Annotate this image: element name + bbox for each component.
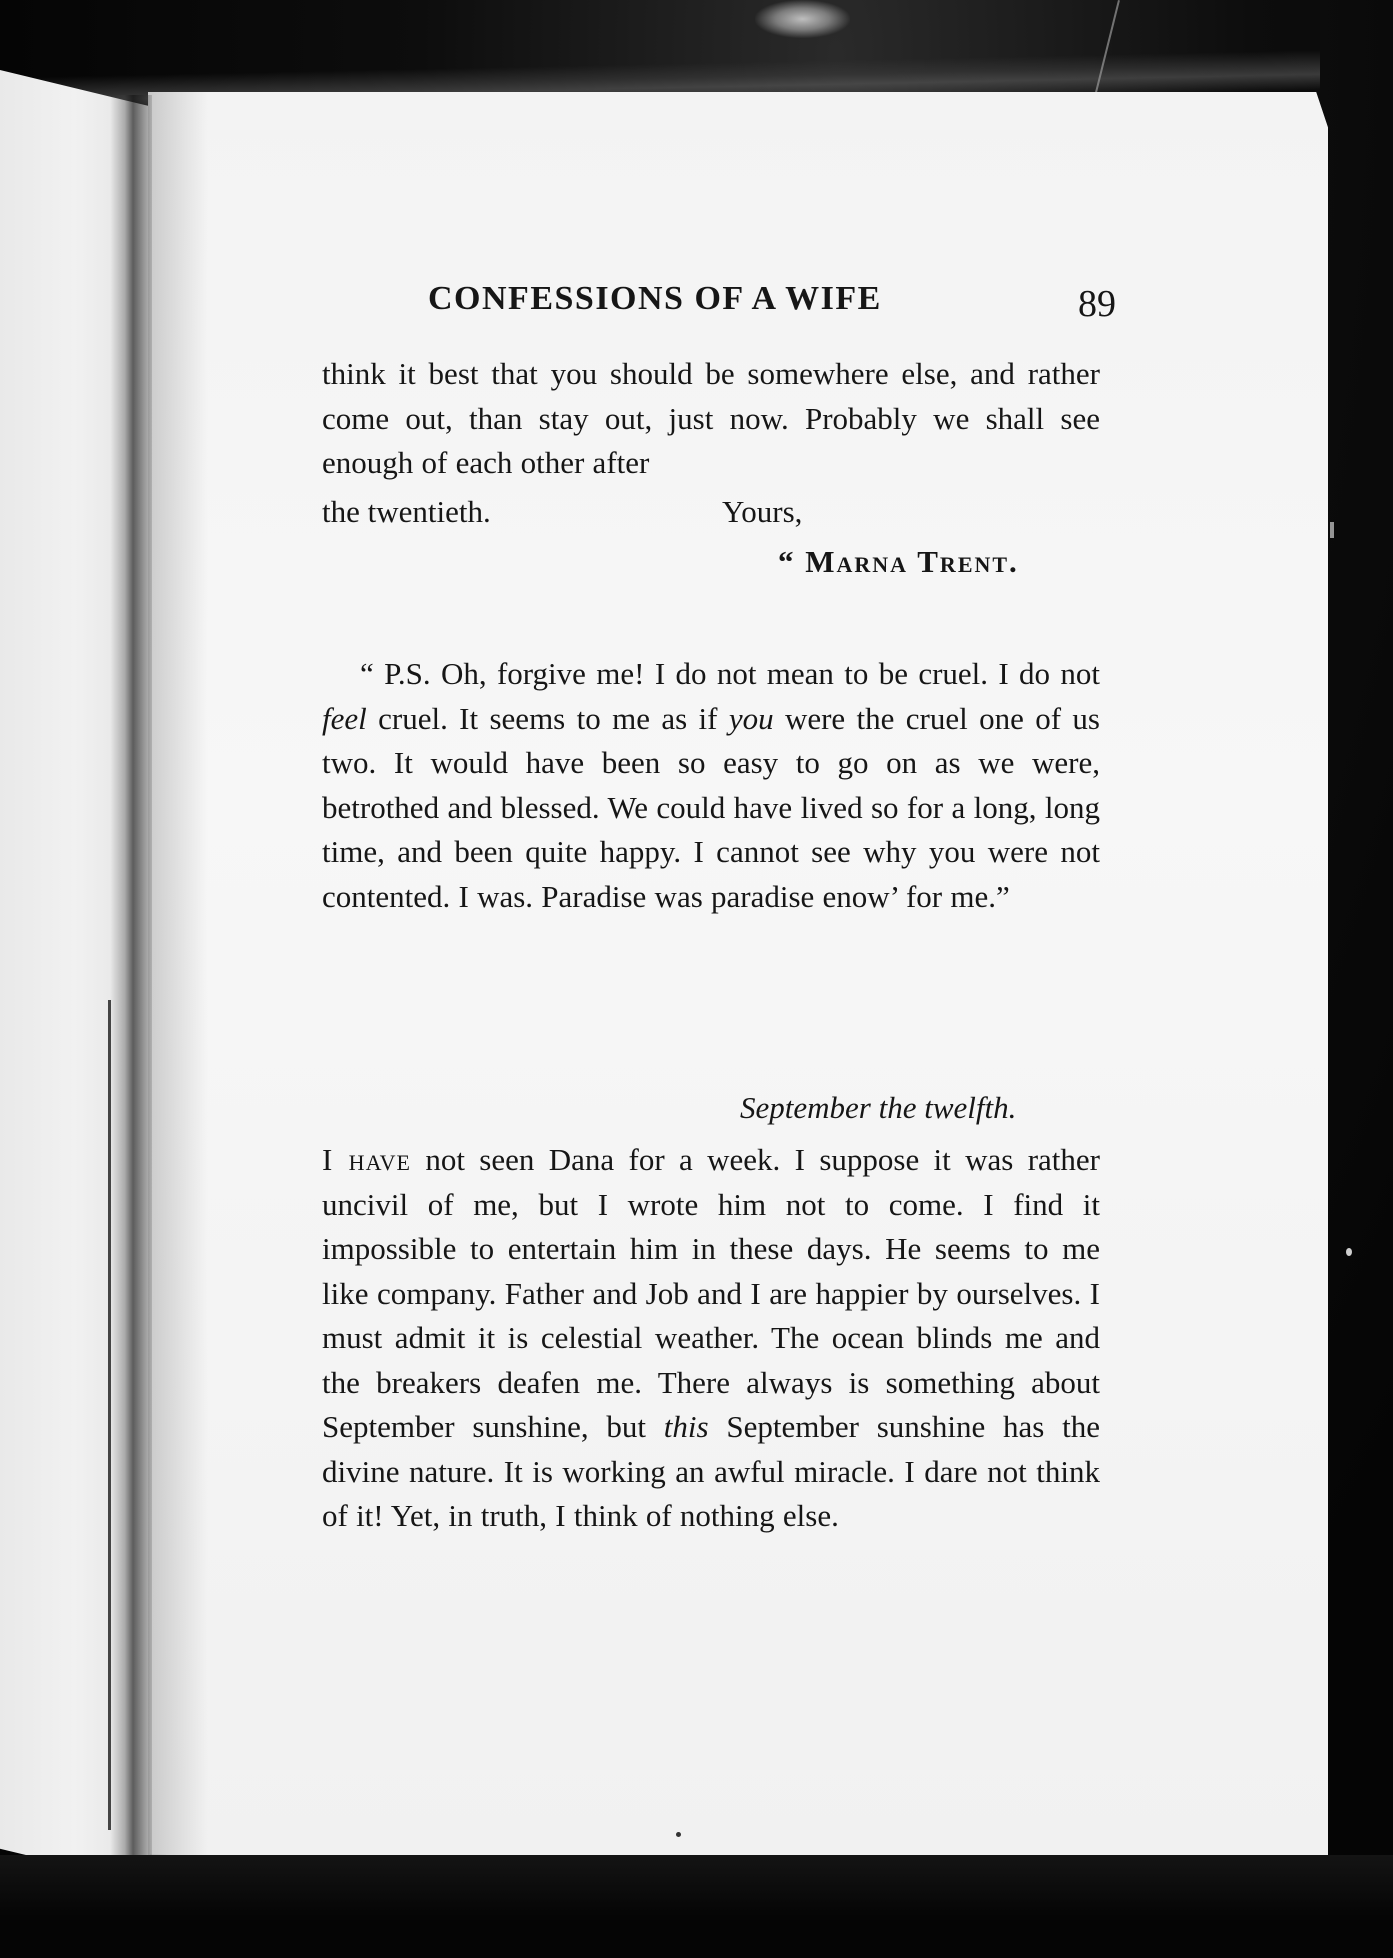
postscript	[322, 652, 1100, 919]
entry-text-2: September sunshine has the divine nature. It is working an awful miracle. I dare not think of it! Yet, in truth, I think of nothing else.	[322, 1409, 1100, 1533]
postscript-paragraph	[322, 652, 1100, 919]
page-speck	[676, 1832, 681, 1837]
letter-signature: “ Marna Trent.	[778, 544, 1019, 579]
journal-entry	[322, 1138, 1100, 1539]
scan-dot	[1346, 1248, 1352, 1256]
letter-paragraph: think it best that you should be somewhere else, and rather come out, than stay out, just now. Probably we shall see enough of each other after	[322, 356, 1100, 480]
letter-closing: Yours,	[722, 494, 803, 529]
entry-paragraph	[322, 1138, 1100, 1539]
book-gutter	[110, 95, 152, 1855]
gutter-line	[108, 1000, 111, 1830]
page-header	[428, 280, 1128, 330]
entry-text-1: not seen Dana for a week. I suppose it was rather uncivil of me, but I wrote him not to come. I find it impossible to entertain him in these days. He seems to me like company. Father and Job and I are happier by ourselves. I must admit it is celestial weather. The ocean blinds me and the breakers deafen me. There always is something about September sunshine, but	[322, 1142, 1100, 1444]
page-gutter-shade	[148, 92, 208, 1862]
postscript-text-2: cruel. It seems to me as if	[366, 700, 729, 736]
postscript-emphasis-1: feel	[322, 700, 367, 736]
page-number: 89	[1078, 283, 1116, 325]
scan-artifact-top	[755, 0, 850, 38]
postscript-emphasis-2: you	[728, 700, 774, 736]
journal-date: September the twelfth.	[740, 1090, 1017, 1125]
letter-closing-line	[322, 490, 1100, 534]
letter-continuation	[322, 352, 1100, 486]
entry-emphasis: this	[663, 1409, 709, 1444]
entry-opening-caps: I have	[322, 1142, 411, 1177]
letter-last-line: the twentieth.	[322, 494, 491, 529]
scan-speck	[1330, 522, 1334, 538]
scanner-bottom	[0, 1855, 1393, 1958]
postscript-text-1: “ P.S. Oh, forgive me! I do not mean to be cruel. I do not	[360, 656, 1100, 691]
running-title: CONFESSIONS OF A WIFE	[428, 280, 882, 317]
postscript-text-3: were the cruel one of us two. It would have been so easy to go on as we were, betrothed and blessed. We could have lived so for a long, long time, and been quite happy. I cannot see why you were not contented. I was. Paradise was paradise enow’ for me.”	[322, 700, 1100, 914]
